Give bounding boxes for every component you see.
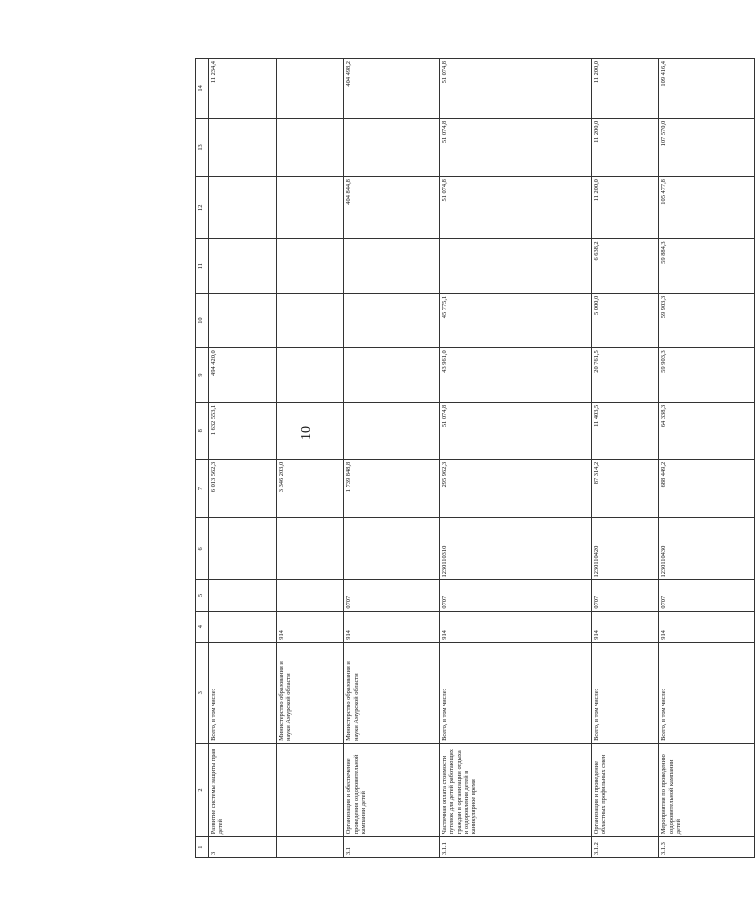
table-cell: Всего, в том числе: [209, 642, 277, 743]
table-cell [344, 293, 440, 347]
table-cell [276, 177, 344, 239]
table-cell: 11 200,0 [591, 177, 659, 239]
table-cell: 6 013 562,3 [209, 459, 277, 517]
table-cell: Организация и обеспечение проведения оздоровительной кампании детей [344, 743, 440, 836]
table-cell: 105 477,8 [659, 177, 755, 239]
table-cell: 51 074,8 [439, 402, 591, 459]
table-cell: 3.1.2 [591, 837, 659, 858]
table-cell: 109 416,4 [659, 59, 755, 119]
table-row [439, 59, 591, 858]
budget-table [195, 58, 755, 858]
table-cell [276, 118, 344, 176]
table-cell: 1 632 553,1 [209, 402, 277, 459]
table-cell: 51 074,8 [439, 177, 591, 239]
table-cell: 494 420,0 [209, 348, 277, 402]
table-cell: 404 844,8 [344, 177, 440, 239]
column-number-header: 5 [196, 580, 209, 611]
table-cell [276, 837, 344, 858]
table-cell: 914 [591, 611, 659, 642]
table-cell [276, 239, 344, 293]
table-cell: Всего, в том числе: [659, 642, 755, 743]
table-cell: 87 314,2 [591, 459, 659, 517]
table-cell [344, 402, 440, 459]
table-cell: Министерство образования и науки Амурской области [344, 642, 440, 743]
table-cell: 59 903,3 [659, 348, 755, 402]
table-cell: 11 234,4 [209, 59, 277, 119]
table-cell: 43 961,0 [439, 348, 591, 402]
column-number-header: 3 [196, 642, 209, 743]
column-number-header: 7 [196, 459, 209, 517]
table-cell [276, 743, 344, 836]
column-number-header: 14 [196, 59, 209, 119]
table-cell: 3.1.1 [439, 837, 591, 858]
table-cell [344, 118, 440, 176]
table-cell: 0707 [344, 580, 440, 611]
column-number-header: 11 [196, 239, 209, 293]
table-cell [276, 402, 344, 459]
table-cell [344, 518, 440, 580]
table-cell: 59 884,3 [659, 239, 755, 293]
table-cell [439, 239, 591, 293]
table-cell: 45 775,1 [439, 293, 591, 347]
table-cell [344, 348, 440, 402]
table-cell: 3 [209, 837, 277, 858]
table-cell: Организация и проведение областных профильных смен [591, 743, 659, 836]
table-cell: 914 [659, 611, 755, 642]
page-number: 10 [299, 426, 314, 440]
table-cell: 3 346 203,0 [276, 459, 344, 517]
table-cell [209, 580, 277, 611]
table-cell: Мероприятия по проведению оздоровительной кампании детей [659, 743, 755, 836]
table-cell [276, 580, 344, 611]
column-number-header: 1 [196, 837, 209, 858]
table-cell: 51 074,8 [439, 59, 591, 119]
table-row [591, 59, 659, 858]
table-cell: Развитие системы защиты прав детей [209, 743, 277, 836]
table-cell [209, 177, 277, 239]
rotated-table-container [195, 58, 755, 858]
column-number-header: 12 [196, 177, 209, 239]
table-cell [209, 518, 277, 580]
column-number-header: 10 [196, 293, 209, 347]
table-body [209, 59, 755, 858]
column-number-header: 8 [196, 402, 209, 459]
table-cell: 3.1.3 [659, 837, 755, 858]
table-cell: 11 403,5 [591, 402, 659, 459]
table-cell: Частичная оплата стоимости путевок для детей работающих граждан в организации отдыха и оздоровления детей в каникулярное время [439, 743, 591, 836]
table-cell: 914 [344, 611, 440, 642]
column-number-header: 4 [196, 611, 209, 642]
table-cell: 51 074,8 [439, 118, 591, 176]
table-cell: 3.1 [344, 837, 440, 858]
table-cell: 107 570,0 [659, 118, 755, 176]
table-cell: 0707 [659, 580, 755, 611]
table-cell [276, 59, 344, 119]
table-cell: 1230110430 [659, 518, 755, 580]
table-cell [344, 239, 440, 293]
table-cell [276, 348, 344, 402]
column-number-header: 13 [196, 118, 209, 176]
table-cell: 5 000,0 [591, 293, 659, 347]
table-cell: 11 200,0 [591, 118, 659, 176]
table-cell: 64 338,3 [659, 402, 755, 459]
table-cell: Всего, в том числе: [591, 642, 659, 743]
column-number-header: 9 [196, 348, 209, 402]
table-cell: 0707 [591, 580, 659, 611]
table-cell: 6 638,2 [591, 239, 659, 293]
table-cell [209, 239, 277, 293]
table-cell: 0707 [439, 580, 591, 611]
table-cell: 404 498,2 [344, 59, 440, 119]
table-cell: Министерство образования и науки Амурской области [276, 642, 344, 743]
table-cell: 1230110310 [439, 518, 591, 580]
table-cell [276, 293, 344, 347]
column-number-row [196, 59, 209, 858]
table-cell: 1 739 848,8 [344, 459, 440, 517]
column-number-header: 2 [196, 743, 209, 836]
table-row [659, 59, 755, 858]
table-cell: 59 903,3 [659, 293, 755, 347]
table-cell: 914 [439, 611, 591, 642]
column-number-header: 6 [196, 518, 209, 580]
table-cell: 914 [276, 611, 344, 642]
table-cell: 295 962,3 [439, 459, 591, 517]
table-cell: 11 200,0 [591, 59, 659, 119]
table-row [344, 59, 440, 858]
table-cell [209, 611, 277, 642]
table-cell [209, 293, 277, 347]
table-cell [209, 118, 277, 176]
table-cell: 1230110420 [591, 518, 659, 580]
table-cell [276, 518, 344, 580]
table-row [209, 59, 277, 858]
table-cell: 688 449,2 [659, 459, 755, 517]
table-cell: 20 761,5 [591, 348, 659, 402]
table-row [276, 59, 344, 858]
table-cell: Всего, в том числе: [439, 642, 591, 743]
